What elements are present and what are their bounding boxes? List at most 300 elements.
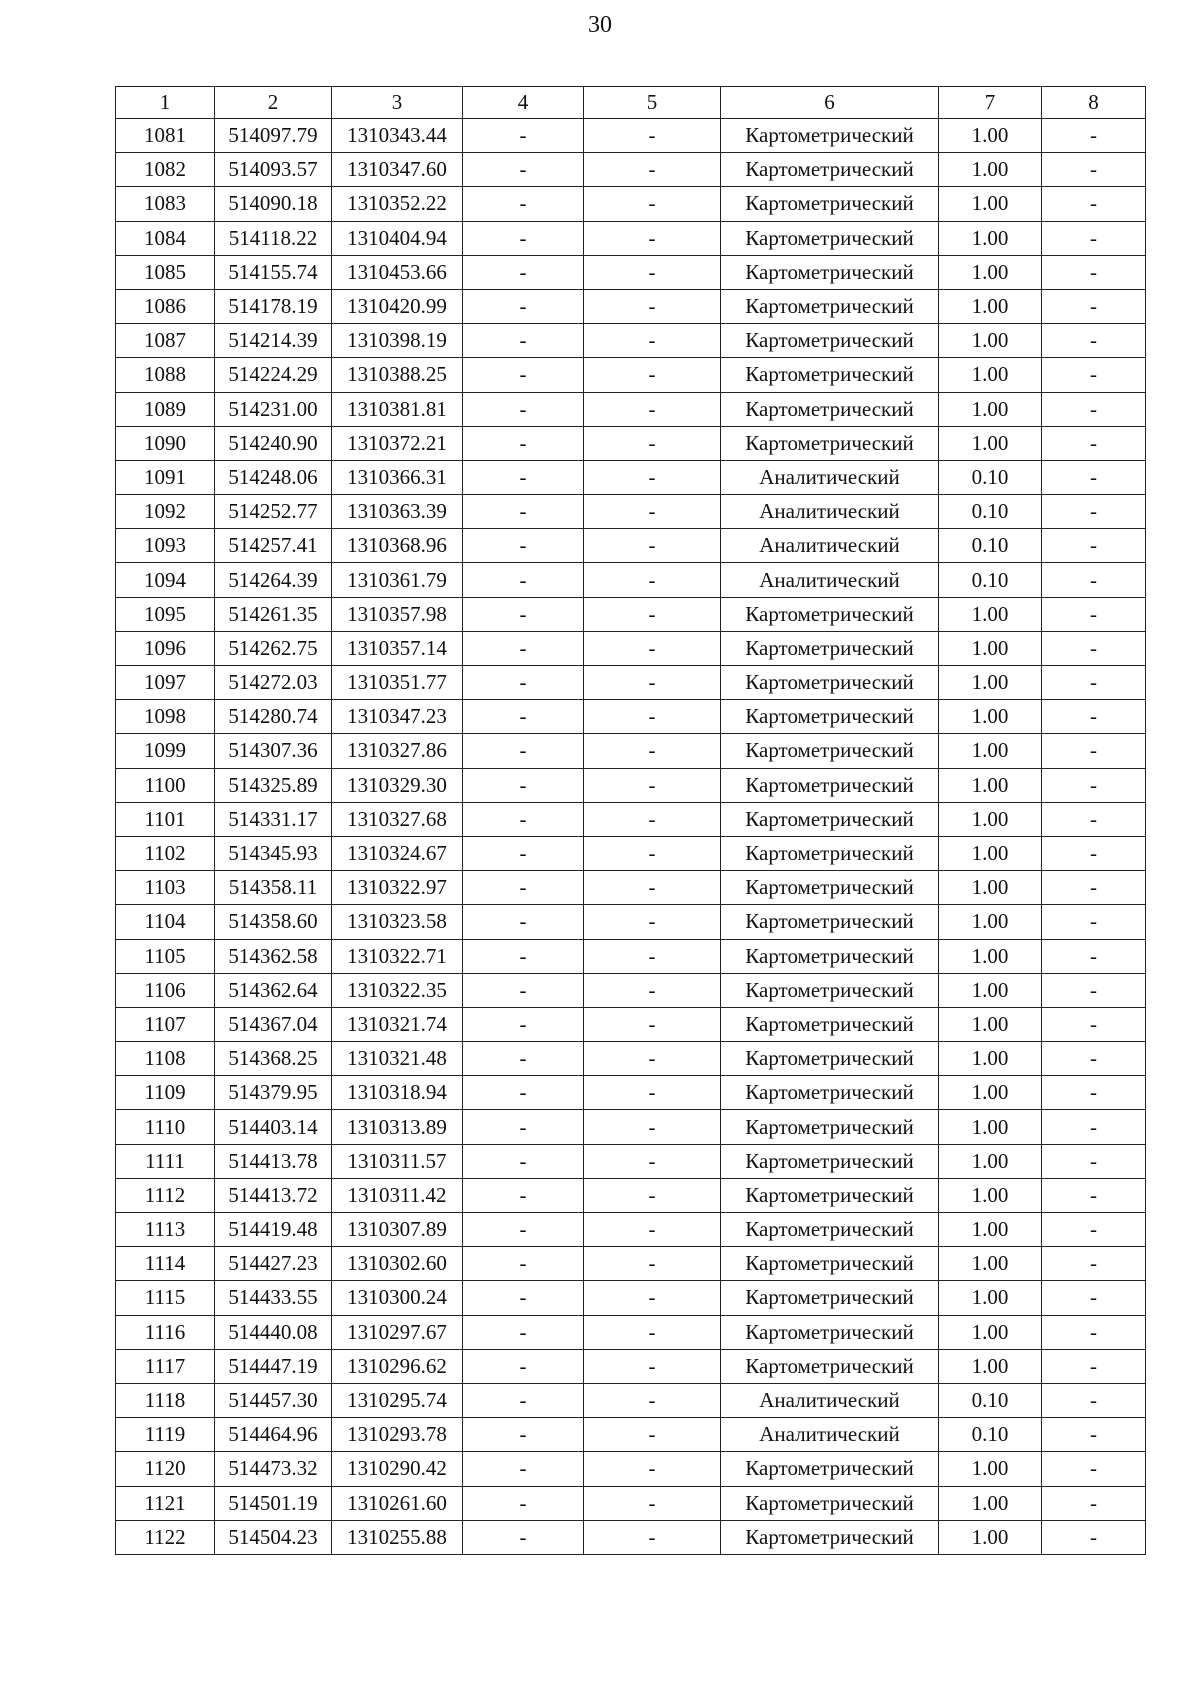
column-8-cell: - (1042, 1452, 1146, 1486)
accuracy-cell: 1.00 (939, 324, 1042, 358)
method-cell: Картометрический (721, 734, 939, 768)
column-4-cell: - (463, 529, 584, 563)
column-5-cell: - (584, 631, 721, 665)
column-5-cell: - (584, 1281, 721, 1315)
column-header: 8 (1042, 87, 1146, 119)
point-number-cell: 1113 (116, 1213, 215, 1247)
column-4-cell: - (463, 836, 584, 870)
table-row (116, 495, 1146, 529)
column-4-cell: - (463, 1281, 584, 1315)
column-4-cell: - (463, 153, 584, 187)
column-8-cell: - (1042, 187, 1146, 221)
coordinate-y-cell: 1310368.96 (332, 529, 463, 563)
point-number-cell: 1097 (116, 666, 215, 700)
column-4-cell: - (463, 1144, 584, 1178)
point-number-cell: 1110 (116, 1110, 215, 1144)
accuracy-cell: 1.00 (939, 666, 1042, 700)
method-cell: Картометрический (721, 700, 939, 734)
coordinate-x-cell: 514403.14 (215, 1110, 332, 1144)
column-4-cell: - (463, 1213, 584, 1247)
point-number-cell: 1111 (116, 1144, 215, 1178)
table-row (116, 1247, 1146, 1281)
column-8-cell: - (1042, 1076, 1146, 1110)
coordinate-x-cell: 514272.03 (215, 666, 332, 700)
method-cell: Картометрический (721, 324, 939, 358)
coordinate-y-cell: 1310366.31 (332, 460, 463, 494)
method-cell: Аналитический (721, 529, 939, 563)
column-4-cell: - (463, 871, 584, 905)
column-8-cell: - (1042, 700, 1146, 734)
column-5-cell: - (584, 1520, 721, 1554)
accuracy-cell: 1.00 (939, 1281, 1042, 1315)
coordinate-x-cell: 514252.77 (215, 495, 332, 529)
method-cell: Картометрический (721, 802, 939, 836)
table-row (116, 768, 1146, 802)
column-header: 3 (332, 87, 463, 119)
coordinate-y-cell: 1310343.44 (332, 119, 463, 153)
table-row (116, 529, 1146, 563)
accuracy-cell: 1.00 (939, 1486, 1042, 1520)
column-4-cell: - (463, 1383, 584, 1417)
method-cell: Картометрический (721, 153, 939, 187)
accuracy-cell: 1.00 (939, 939, 1042, 973)
column-4-cell: - (463, 392, 584, 426)
point-number-cell: 1082 (116, 153, 215, 187)
coordinate-x-cell: 514457.30 (215, 1383, 332, 1417)
accuracy-cell: 1.00 (939, 973, 1042, 1007)
table-row (116, 289, 1146, 323)
column-5-cell: - (584, 1042, 721, 1076)
table-row (116, 324, 1146, 358)
coordinate-y-cell: 1310313.89 (332, 1110, 463, 1144)
column-4-cell: - (463, 1110, 584, 1144)
column-8-cell: - (1042, 460, 1146, 494)
point-number-cell: 1089 (116, 392, 215, 426)
table-row (116, 1486, 1146, 1520)
accuracy-cell: 0.10 (939, 460, 1042, 494)
table-row (116, 1349, 1146, 1383)
accuracy-cell: 1.00 (939, 289, 1042, 323)
accuracy-cell: 1.00 (939, 597, 1042, 631)
column-8-cell: - (1042, 1383, 1146, 1417)
coordinate-y-cell: 1310302.60 (332, 1247, 463, 1281)
accuracy-cell: 1.00 (939, 358, 1042, 392)
accuracy-cell: 1.00 (939, 1349, 1042, 1383)
accuracy-cell: 1.00 (939, 871, 1042, 905)
point-number-cell: 1081 (116, 119, 215, 153)
column-8-cell: - (1042, 221, 1146, 255)
coordinate-x-cell: 514362.64 (215, 973, 332, 1007)
point-number-cell: 1105 (116, 939, 215, 973)
point-number-cell: 1099 (116, 734, 215, 768)
coordinate-y-cell: 1310453.66 (332, 255, 463, 289)
table-row (116, 1144, 1146, 1178)
column-8-cell: - (1042, 153, 1146, 187)
column-5-cell: - (584, 1452, 721, 1486)
method-cell: Картометрический (721, 1315, 939, 1349)
column-8-cell: - (1042, 631, 1146, 665)
coordinate-x-cell: 514367.04 (215, 1007, 332, 1041)
coordinate-x-cell: 514231.00 (215, 392, 332, 426)
column-5-cell: - (584, 1349, 721, 1383)
column-header: 1 (116, 87, 215, 119)
column-4-cell: - (463, 563, 584, 597)
method-cell: Аналитический (721, 1383, 939, 1417)
column-4-cell: - (463, 358, 584, 392)
table-row (116, 1178, 1146, 1212)
method-cell: Картометрический (721, 1178, 939, 1212)
coordinate-y-cell: 1310381.81 (332, 392, 463, 426)
coordinate-y-cell: 1310351.77 (332, 666, 463, 700)
method-cell: Аналитический (721, 563, 939, 597)
column-4-cell: - (463, 221, 584, 255)
coordinate-x-cell: 514325.89 (215, 768, 332, 802)
column-4-cell: - (463, 939, 584, 973)
point-number-cell: 1112 (116, 1178, 215, 1212)
column-8-cell: - (1042, 1486, 1146, 1520)
point-number-cell: 1085 (116, 255, 215, 289)
column-8-cell: - (1042, 973, 1146, 1007)
table-row (116, 358, 1146, 392)
point-number-cell: 1121 (116, 1486, 215, 1520)
column-header: 7 (939, 87, 1042, 119)
column-8-cell: - (1042, 324, 1146, 358)
coordinate-x-cell: 514257.41 (215, 529, 332, 563)
column-8-cell: - (1042, 734, 1146, 768)
column-4-cell: - (463, 426, 584, 460)
coordinate-x-cell: 514248.06 (215, 460, 332, 494)
method-cell: Картометрический (721, 1520, 939, 1554)
accuracy-cell: 1.00 (939, 153, 1042, 187)
method-cell: Картометрический (721, 768, 939, 802)
method-cell: Картометрический (721, 1247, 939, 1281)
accuracy-cell: 1.00 (939, 1076, 1042, 1110)
column-8-cell: - (1042, 426, 1146, 460)
table-row (116, 1110, 1146, 1144)
accuracy-cell: 1.00 (939, 392, 1042, 426)
column-8-cell: - (1042, 905, 1146, 939)
column-5-cell: - (584, 221, 721, 255)
column-4-cell: - (463, 1247, 584, 1281)
column-8-cell: - (1042, 802, 1146, 836)
coordinate-x-cell: 514093.57 (215, 153, 332, 187)
accuracy-cell: 0.10 (939, 529, 1042, 563)
method-cell: Картометрический (721, 119, 939, 153)
point-number-cell: 1104 (116, 905, 215, 939)
table-row (116, 666, 1146, 700)
point-number-cell: 1094 (116, 563, 215, 597)
coordinate-y-cell: 1310307.89 (332, 1213, 463, 1247)
point-number-cell: 1086 (116, 289, 215, 323)
table-row (116, 700, 1146, 734)
column-8-cell: - (1042, 1281, 1146, 1315)
coordinate-y-cell: 1310324.67 (332, 836, 463, 870)
accuracy-cell: 1.00 (939, 768, 1042, 802)
column-8-cell: - (1042, 1418, 1146, 1452)
coordinate-y-cell: 1310357.14 (332, 631, 463, 665)
column-5-cell: - (584, 358, 721, 392)
coordinate-y-cell: 1310311.42 (332, 1178, 463, 1212)
coordinate-x-cell: 514362.58 (215, 939, 332, 973)
accuracy-cell: 1.00 (939, 1452, 1042, 1486)
point-number-cell: 1106 (116, 973, 215, 1007)
method-cell: Картометрический (721, 1144, 939, 1178)
column-5-cell: - (584, 1486, 721, 1520)
coordinate-x-cell: 514358.60 (215, 905, 332, 939)
coordinate-y-cell: 1310322.35 (332, 973, 463, 1007)
method-cell: Аналитический (721, 460, 939, 494)
coordinate-y-cell: 1310321.74 (332, 1007, 463, 1041)
method-cell: Картометрический (721, 392, 939, 426)
method-cell: Картометрический (721, 255, 939, 289)
column-4-cell: - (463, 802, 584, 836)
method-cell: Аналитический (721, 495, 939, 529)
column-4-cell: - (463, 1007, 584, 1041)
column-8-cell: - (1042, 1144, 1146, 1178)
coordinate-x-cell: 514097.79 (215, 119, 332, 153)
point-number-cell: 1087 (116, 324, 215, 358)
column-5-cell: - (584, 905, 721, 939)
method-cell: Картометрический (721, 1452, 939, 1486)
method-cell: Картометрический (721, 1349, 939, 1383)
point-number-cell: 1120 (116, 1452, 215, 1486)
coordinate-y-cell: 1310255.88 (332, 1520, 463, 1554)
column-8-cell: - (1042, 358, 1146, 392)
column-4-cell: - (463, 734, 584, 768)
accuracy-cell: 0.10 (939, 563, 1042, 597)
column-5-cell: - (584, 255, 721, 289)
accuracy-cell: 0.10 (939, 1418, 1042, 1452)
column-5-cell: - (584, 119, 721, 153)
column-5-cell: - (584, 563, 721, 597)
table-header-row (116, 87, 1146, 119)
table-row (116, 1452, 1146, 1486)
table-row (116, 1213, 1146, 1247)
column-header: 6 (721, 87, 939, 119)
column-8-cell: - (1042, 939, 1146, 973)
method-cell: Картометрический (721, 631, 939, 665)
coordinate-x-cell: 514427.23 (215, 1247, 332, 1281)
point-number-cell: 1083 (116, 187, 215, 221)
table-row (116, 734, 1146, 768)
point-number-cell: 1116 (116, 1315, 215, 1349)
coordinate-x-cell: 514280.74 (215, 700, 332, 734)
column-5-cell: - (584, 871, 721, 905)
column-4-cell: - (463, 119, 584, 153)
point-number-cell: 1115 (116, 1281, 215, 1315)
column-5-cell: - (584, 700, 721, 734)
coordinate-y-cell: 1310261.60 (332, 1486, 463, 1520)
point-number-cell: 1093 (116, 529, 215, 563)
table-row (116, 597, 1146, 631)
point-number-cell: 1101 (116, 802, 215, 836)
accuracy-cell: 1.00 (939, 1144, 1042, 1178)
column-5-cell: - (584, 1418, 721, 1452)
column-5-cell: - (584, 768, 721, 802)
coordinate-x-cell: 514214.39 (215, 324, 332, 358)
coordinate-x-cell: 514504.23 (215, 1520, 332, 1554)
column-5-cell: - (584, 1076, 721, 1110)
point-number-cell: 1088 (116, 358, 215, 392)
table-row (116, 1042, 1146, 1076)
column-5-cell: - (584, 802, 721, 836)
column-4-cell: - (463, 1349, 584, 1383)
accuracy-cell: 1.00 (939, 221, 1042, 255)
coordinates-table (115, 86, 1146, 1555)
coordinate-y-cell: 1310420.99 (332, 289, 463, 323)
column-4-cell: - (463, 289, 584, 323)
column-5-cell: - (584, 1110, 721, 1144)
column-8-cell: - (1042, 563, 1146, 597)
coordinate-x-cell: 514419.48 (215, 1213, 332, 1247)
column-5-cell: - (584, 597, 721, 631)
coordinate-x-cell: 514307.36 (215, 734, 332, 768)
coordinate-y-cell: 1310300.24 (332, 1281, 463, 1315)
accuracy-cell: 1.00 (939, 255, 1042, 289)
coordinate-x-cell: 514433.55 (215, 1281, 332, 1315)
column-4-cell: - (463, 255, 584, 289)
column-8-cell: - (1042, 1110, 1146, 1144)
column-5-cell: - (584, 187, 721, 221)
point-number-cell: 1117 (116, 1349, 215, 1383)
coordinate-y-cell: 1310311.57 (332, 1144, 463, 1178)
coordinate-y-cell: 1310352.22 (332, 187, 463, 221)
column-4-cell: - (463, 1076, 584, 1110)
method-cell: Картометрический (721, 358, 939, 392)
table-row (116, 836, 1146, 870)
table-row (116, 1383, 1146, 1417)
accuracy-cell: 1.00 (939, 1520, 1042, 1554)
column-5-cell: - (584, 1247, 721, 1281)
column-5-cell: - (584, 153, 721, 187)
column-4-cell: - (463, 1315, 584, 1349)
coordinate-x-cell: 514224.29 (215, 358, 332, 392)
column-5-cell: - (584, 1315, 721, 1349)
column-5-cell: - (584, 666, 721, 700)
column-4-cell: - (463, 666, 584, 700)
accuracy-cell: 1.00 (939, 1315, 1042, 1349)
coordinate-y-cell: 1310398.19 (332, 324, 463, 358)
method-cell: Картометрический (721, 1281, 939, 1315)
accuracy-cell: 0.10 (939, 1383, 1042, 1417)
column-5-cell: - (584, 734, 721, 768)
table-row (116, 460, 1146, 494)
coordinate-y-cell: 1310318.94 (332, 1076, 463, 1110)
column-8-cell: - (1042, 1349, 1146, 1383)
coordinate-x-cell: 514178.19 (215, 289, 332, 323)
column-5-cell: - (584, 1178, 721, 1212)
table-row (116, 1520, 1146, 1554)
column-8-cell: - (1042, 768, 1146, 802)
point-number-cell: 1096 (116, 631, 215, 665)
column-4-cell: - (463, 460, 584, 494)
coordinate-x-cell: 514155.74 (215, 255, 332, 289)
coordinate-x-cell: 514090.18 (215, 187, 332, 221)
table-row (116, 939, 1146, 973)
table-row (116, 871, 1146, 905)
accuracy-cell: 1.00 (939, 1042, 1042, 1076)
column-5-cell: - (584, 1144, 721, 1178)
point-number-cell: 1109 (116, 1076, 215, 1110)
method-cell: Картометрический (721, 1076, 939, 1110)
coordinate-y-cell: 1310321.48 (332, 1042, 463, 1076)
method-cell: Картометрический (721, 973, 939, 1007)
table-row (116, 802, 1146, 836)
coordinate-x-cell: 514447.19 (215, 1349, 332, 1383)
method-cell: Картометрический (721, 426, 939, 460)
accuracy-cell: 1.00 (939, 734, 1042, 768)
table-row (116, 392, 1146, 426)
table-row (116, 1007, 1146, 1041)
coordinate-x-cell: 514240.90 (215, 426, 332, 460)
column-8-cell: - (1042, 529, 1146, 563)
column-8-cell: - (1042, 289, 1146, 323)
method-cell: Картометрический (721, 666, 939, 700)
column-8-cell: - (1042, 666, 1146, 700)
accuracy-cell: 1.00 (939, 1007, 1042, 1041)
coordinate-x-cell: 514262.75 (215, 631, 332, 665)
coordinate-x-cell: 514358.11 (215, 871, 332, 905)
accuracy-cell: 1.00 (939, 631, 1042, 665)
method-cell: Картометрический (721, 905, 939, 939)
point-number-cell: 1119 (116, 1418, 215, 1452)
coordinate-x-cell: 514261.35 (215, 597, 332, 631)
column-4-cell: - (463, 631, 584, 665)
table-row (116, 905, 1146, 939)
coordinate-y-cell: 1310347.23 (332, 700, 463, 734)
coordinate-x-cell: 514331.17 (215, 802, 332, 836)
point-number-cell: 1108 (116, 1042, 215, 1076)
table-row (116, 221, 1146, 255)
coordinate-x-cell: 514118.22 (215, 221, 332, 255)
accuracy-cell: 1.00 (939, 426, 1042, 460)
table-row (116, 255, 1146, 289)
column-5-cell: - (584, 495, 721, 529)
column-5-cell: - (584, 939, 721, 973)
point-number-cell: 1114 (116, 1247, 215, 1281)
method-cell: Картометрический (721, 1042, 939, 1076)
column-8-cell: - (1042, 119, 1146, 153)
column-4-cell: - (463, 1178, 584, 1212)
table-row (116, 426, 1146, 460)
accuracy-cell: 1.00 (939, 905, 1042, 939)
accuracy-cell: 1.00 (939, 1247, 1042, 1281)
coordinate-y-cell: 1310388.25 (332, 358, 463, 392)
table-row (116, 631, 1146, 665)
column-4-cell: - (463, 1486, 584, 1520)
accuracy-cell: 1.00 (939, 119, 1042, 153)
coordinate-y-cell: 1310322.97 (332, 871, 463, 905)
accuracy-cell: 1.00 (939, 836, 1042, 870)
column-5-cell: - (584, 1383, 721, 1417)
method-cell: Картометрический (721, 187, 939, 221)
coordinate-y-cell: 1310327.86 (332, 734, 463, 768)
accuracy-cell: 1.00 (939, 1213, 1042, 1247)
method-cell: Картометрический (721, 871, 939, 905)
table-row (116, 563, 1146, 597)
column-5-cell: - (584, 1213, 721, 1247)
accuracy-cell: 1.00 (939, 187, 1042, 221)
table-row (116, 119, 1146, 153)
column-8-cell: - (1042, 1178, 1146, 1212)
coordinate-y-cell: 1310327.68 (332, 802, 463, 836)
point-number-cell: 1102 (116, 836, 215, 870)
coordinate-y-cell: 1310293.78 (332, 1418, 463, 1452)
column-4-cell: - (463, 1418, 584, 1452)
coordinate-y-cell: 1310329.30 (332, 768, 463, 802)
method-cell: Картометрический (721, 289, 939, 323)
coordinate-x-cell: 514501.19 (215, 1486, 332, 1520)
